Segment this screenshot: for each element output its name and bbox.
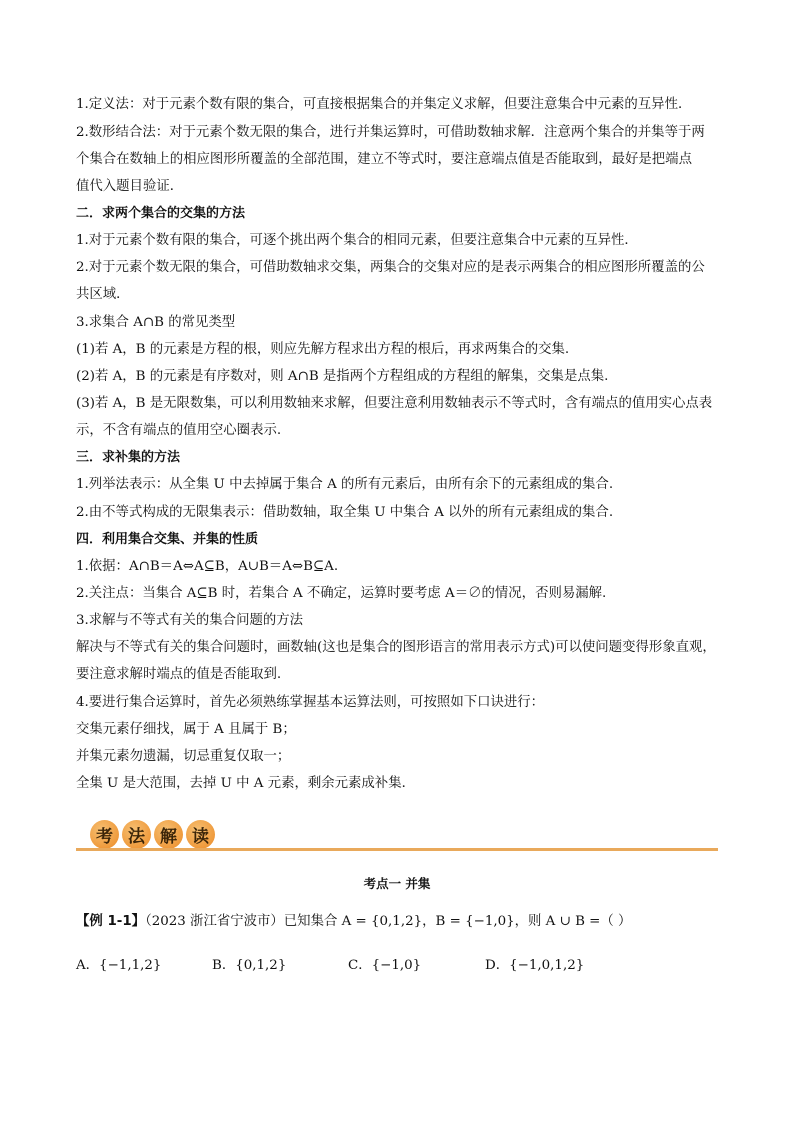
banner-char-badge: 考 xyxy=(90,820,119,849)
paragraph-line: 2.数形结合法：对于元素个数无限的集合，进行并集运算时，可借助数轴求解．注意两个集合的并集等于两 xyxy=(76,125,705,140)
paragraph-line: (3)若 A，B 是无限数集，可以利用数轴来求解，但要注意利用数轴表示不等式时，含有端点的值用实心点表 xyxy=(76,396,713,411)
paragraph-line: 值代入题目验证． xyxy=(76,179,184,194)
paragraph-line: 1.对于元素个数有限的集合，可逐个挑出两个集合的相同元素，但要注意集合中元素的互异性． xyxy=(76,233,638,248)
paragraph-line: 个集合在数轴上的相应图形所覆盖的全部范围，建立不等式时，要注意端点值是否能取到，最好是把端点 xyxy=(76,152,692,167)
paragraph-line: 2.由不等式构成的无限集表示：借助数轴，取全集 U 中集合 A 以外的所有元素组成的集合. xyxy=(76,505,614,520)
paragraph-line: 1.依据：A∩B＝A⇔A⊆B，A∪B＝A⇔B⊆A. xyxy=(76,559,339,574)
section-heading: 四．利用集合交集、并集的性质 xyxy=(76,532,259,547)
paragraph-line: 2.对于元素个数无限的集合，可借助数轴求交集，两集合的交集对应的是表示两集合的相应图形所覆盖的公 xyxy=(76,260,705,275)
paragraph-line: 并集元素勿遗漏，切忌重复仅取一； xyxy=(76,749,291,764)
example-label: 【例 1-1】 xyxy=(76,914,146,929)
topic-title: 考点一 并集 xyxy=(363,876,431,891)
banner-char-badge: 解 xyxy=(154,820,183,849)
section-heading: 三．求补集的方法 xyxy=(76,450,181,465)
paragraph-line: 1.定义法：对于元素个数有限的集合，可直接根据集合的并集定义求解，但要注意集合中元素的互异性． xyxy=(76,97,692,112)
paragraph-line: 1.列举法表示：从全集 U 中去掉属于集合 A 的所有元素后，由所有余下的元素组成的集合. xyxy=(76,477,614,492)
paragraph-line: 2.关注点：当集合 A⊆B 时，若集合 A 不确定，运算时要考虑 A＝∅的情况，否则易漏解. xyxy=(76,586,607,601)
banner-divider xyxy=(76,848,718,851)
paragraph-line: (2)若 A，B 的元素是有序数对，则 A∩B 是指两个方程组成的方程组的解集，交集是点集. xyxy=(76,369,609,384)
option-c: C．{−1,0} xyxy=(348,958,422,973)
banner-char-badge: 读 xyxy=(186,820,215,849)
paragraph-line: 3.求解与不等式有关的集合问题的方法 xyxy=(76,613,304,628)
paragraph-line: 解决与不等式有关的集合问题时，画数轴(这也是集合的图形语言的常用表示方式)可以使问题变得形象直观， xyxy=(76,640,716,655)
paragraph-line: 3.求集合 A∩B 的常见类型 xyxy=(76,315,236,330)
paragraph-line: 示，不含有端点的值用空心圈表示. xyxy=(76,423,282,438)
example-question xyxy=(76,910,631,929)
section-heading: 二．求两个集合的交集的方法 xyxy=(76,206,246,221)
option-d: D．{−1,0,1,2} xyxy=(485,958,585,973)
paragraph-line: 全集 U 是大范围，去掉 U 中 A 元素，剩余元素成补集． xyxy=(76,776,415,791)
option-a: A．{−1,1,2} xyxy=(76,958,162,973)
paragraph-line: 要注意求解时端点的值是否能取到. xyxy=(76,667,282,682)
banner-char-badge: 法 xyxy=(122,820,151,849)
paragraph-line: 共区域． xyxy=(76,287,130,302)
example-text: （2023 浙江省宁波市）已知集合 A = {0,1,2}，B = {−1,0}，则 A ∪ B =（ ） xyxy=(145,914,632,929)
paragraph-line: 交集元素仔细找，属于 A 且属于 B； xyxy=(76,722,296,737)
paragraph-line: (1)若 A，B 的元素是方程的根，则应先解方程求出方程的根后，再求两集合的交集. xyxy=(76,342,570,357)
paragraph-line: 4.要进行集合运算时，首先必须熟练掌握基本运算法则，可按照如下口诀进行： xyxy=(76,695,545,710)
option-b: B．{0,1,2} xyxy=(212,958,287,973)
